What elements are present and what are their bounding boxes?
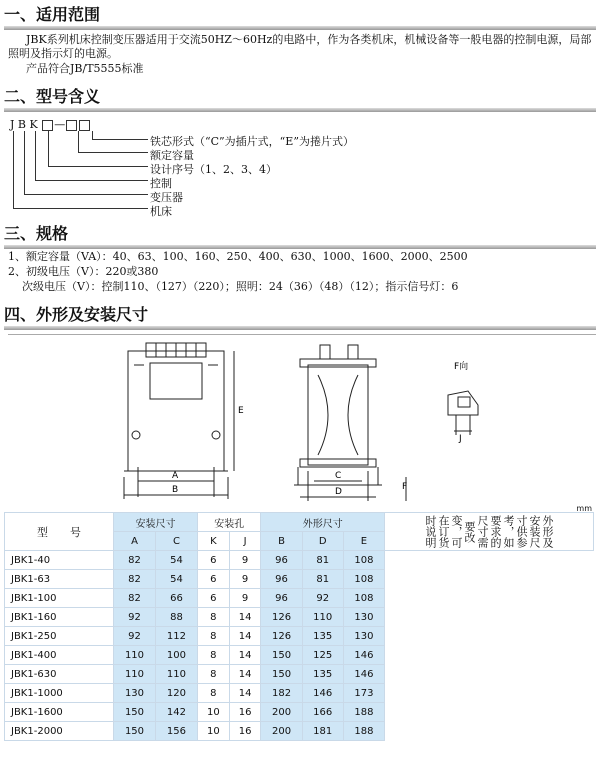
value-cell: 150	[114, 703, 156, 722]
value-cell: 81	[302, 551, 343, 570]
note-cell	[385, 513, 594, 551]
section-title-model: 二、型号含义	[4, 87, 101, 106]
group-header: 安装孔	[197, 513, 261, 532]
value-cell: 150	[114, 722, 156, 741]
value-cell: 126	[261, 608, 302, 627]
value-cell: 146	[343, 646, 384, 665]
table-row	[5, 627, 594, 646]
value-cell: 9	[229, 589, 261, 608]
code-label: 机床	[150, 205, 172, 218]
value-cell: 181	[302, 722, 343, 741]
table-row	[5, 551, 594, 570]
value-cell: 200	[261, 703, 302, 722]
table-row	[5, 570, 594, 589]
value-cell: 14	[229, 627, 261, 646]
value-cell: 82	[114, 589, 156, 608]
value-cell: 146	[302, 684, 343, 703]
model-cell: JBK1-1600	[5, 703, 114, 722]
value-cell: 81	[302, 570, 343, 589]
model-cell: JBK1-40	[5, 551, 114, 570]
dim-label-a: A	[172, 471, 179, 481]
leader-line	[78, 131, 79, 152]
dim-label-c: C	[335, 471, 342, 481]
value-cell: 54	[155, 551, 197, 570]
value-cell: 6	[197, 589, 229, 608]
leader-line	[13, 131, 14, 208]
dim-label-e: E	[238, 406, 244, 416]
section-rule	[4, 26, 596, 30]
value-cell: 6	[197, 551, 229, 570]
value-cell: 130	[343, 608, 384, 627]
section-title-spec: 三、规格	[4, 224, 69, 243]
value-cell: 16	[229, 722, 261, 741]
value-cell: 82	[114, 570, 156, 589]
unit-label: mm	[576, 504, 592, 513]
dim-label-j: J	[459, 434, 462, 444]
code-label: 设计序号（1、2、3、4）	[150, 163, 277, 176]
front-view-body	[128, 351, 224, 471]
model-cell: JBK1-2000	[5, 722, 114, 741]
leader-line	[13, 208, 148, 209]
section-scope	[4, 6, 596, 24]
model-code	[10, 118, 91, 131]
value-cell: 108	[343, 589, 384, 608]
table-row	[5, 703, 594, 722]
side-view-body	[308, 365, 368, 465]
value-cell: 8	[197, 684, 229, 703]
leader-line	[24, 131, 25, 194]
section-rule	[4, 245, 596, 249]
leader-line	[35, 131, 36, 180]
value-cell: 92	[114, 608, 156, 627]
value-cell: 146	[343, 665, 384, 684]
table-row	[5, 665, 594, 684]
value-cell: 135	[302, 665, 343, 684]
value-cell: 125	[302, 646, 343, 665]
value-cell: 188	[343, 703, 384, 722]
table-row	[5, 722, 594, 741]
code-dash: —	[54, 118, 66, 131]
value-cell: 182	[261, 684, 302, 703]
value-cell: 200	[261, 722, 302, 741]
model-prefix: J B K	[10, 118, 38, 131]
col-header: B	[261, 532, 302, 551]
code-label: 铁芯形式（“C”为插片式，“E”为捲片式）	[150, 135, 354, 148]
leader-line	[35, 180, 148, 181]
section-title-dims: 四、外形及安装尺寸	[4, 305, 149, 324]
col-header: J	[229, 532, 261, 551]
value-cell: 173	[343, 684, 384, 703]
value-cell: 8	[197, 665, 229, 684]
section-rule	[4, 108, 596, 112]
value-cell: 88	[155, 608, 197, 627]
model-cell: JBK1-1000	[5, 684, 114, 703]
value-cell: 14	[229, 608, 261, 627]
value-cell: 126	[261, 627, 302, 646]
value-cell: 14	[229, 646, 261, 665]
value-cell: 110	[302, 608, 343, 627]
value-cell: 16	[229, 703, 261, 722]
code-label: 变压器	[150, 191, 183, 204]
group-header: 外形尺寸	[261, 513, 385, 532]
value-cell: 8	[197, 627, 229, 646]
value-cell: 9	[229, 570, 261, 589]
section-dims	[4, 306, 596, 324]
model-cell: JBK1-630	[5, 665, 114, 684]
value-cell: 96	[261, 551, 302, 570]
leader-line	[78, 152, 148, 153]
f-view-label: F向	[454, 362, 469, 372]
value-cell: 14	[229, 665, 261, 684]
value-cell: 150	[261, 646, 302, 665]
model-cell: JBK1-250	[5, 627, 114, 646]
dimension-table	[4, 512, 594, 741]
value-cell: 110	[155, 665, 197, 684]
value-cell: 6	[197, 570, 229, 589]
col-header: C	[155, 532, 197, 551]
table-row	[5, 589, 594, 608]
scope-paragraph: JBK系列机床控制变压器适用于交流50HZ～60Hz的电路中，作为各类机床，机械设备等一般电器的控制电源，局部照明及指示灯的电源。	[8, 33, 592, 60]
value-cell: 92	[302, 589, 343, 608]
value-cell: 120	[155, 684, 197, 703]
value-cell: 10	[197, 722, 229, 741]
leader-line	[24, 194, 148, 195]
code-label: 额定容量	[150, 149, 194, 162]
value-cell: 96	[261, 570, 302, 589]
dim-label-d: D	[335, 487, 342, 497]
model-cell: JBK1-400	[5, 646, 114, 665]
col-header: K	[197, 532, 229, 551]
value-cell: 9	[229, 551, 261, 570]
model-cell: JBK1-100	[5, 589, 114, 608]
value-cell: 108	[343, 570, 384, 589]
f-view-detail	[448, 391, 478, 415]
value-cell: 96	[261, 589, 302, 608]
col-header: E	[343, 532, 384, 551]
leader-line	[48, 166, 148, 167]
model-cell: JBK1-63	[5, 570, 114, 589]
value-cell: 54	[155, 570, 197, 589]
dim-label-b: B	[172, 485, 179, 495]
note-text: 外形及安装尺寸供参考，如要求的尺寸需要改变，可在订货时说明	[424, 515, 554, 548]
table-row	[5, 684, 594, 703]
value-cell: 92	[114, 627, 156, 646]
leader-line	[92, 139, 148, 140]
value-cell: 110	[114, 646, 156, 665]
value-cell: 8	[197, 608, 229, 627]
code-box	[66, 120, 77, 131]
value-cell: 166	[302, 703, 343, 722]
value-cell: 188	[343, 722, 384, 741]
value-cell: 82	[114, 551, 156, 570]
leader-line	[92, 131, 93, 139]
section-title-scope: 一、适用范围	[4, 5, 101, 24]
front-view-window	[150, 363, 202, 399]
value-cell: 14	[229, 684, 261, 703]
value-cell: 66	[155, 589, 197, 608]
spec-capacity: 1、额定容量（VA）：40、63、100、160、250、400、630、1000、1600、2000、2500	[8, 250, 468, 263]
leader-line	[48, 131, 49, 166]
spec-secondary: 次级电压（V）：控制110、（127）（220）；照明：24（36）（48）（12）；指示信号灯：6	[22, 280, 459, 293]
value-cell: 130	[114, 684, 156, 703]
value-cell: 8	[197, 646, 229, 665]
value-cell: 156	[155, 722, 197, 741]
code-box	[42, 120, 53, 131]
group-header: 安装尺寸	[114, 513, 198, 532]
model-header: 型 号	[5, 513, 114, 551]
value-cell: 10	[197, 703, 229, 722]
spec-primary: 2、初级电压（V）：220或380	[8, 265, 159, 278]
section-rule	[4, 326, 596, 330]
value-cell: 112	[155, 627, 197, 646]
col-header: D	[302, 532, 343, 551]
value-cell: 130	[343, 627, 384, 646]
value-cell: 108	[343, 551, 384, 570]
section-spec	[4, 225, 596, 243]
value-cell: 142	[155, 703, 197, 722]
dimension-drawing	[8, 334, 596, 503]
model-cell: JBK1-160	[5, 608, 114, 627]
code-box	[79, 120, 90, 131]
col-header: A	[114, 532, 156, 551]
standard-line: 产品符合JB/T5555标准	[26, 62, 144, 75]
value-cell: 135	[302, 627, 343, 646]
table-row	[5, 646, 594, 665]
code-label: 控制	[150, 177, 172, 190]
value-cell: 110	[114, 665, 156, 684]
value-cell: 150	[261, 665, 302, 684]
dim-label-f: F	[402, 482, 408, 492]
table-row	[5, 608, 594, 627]
section-model	[4, 88, 596, 106]
value-cell: 100	[155, 646, 197, 665]
